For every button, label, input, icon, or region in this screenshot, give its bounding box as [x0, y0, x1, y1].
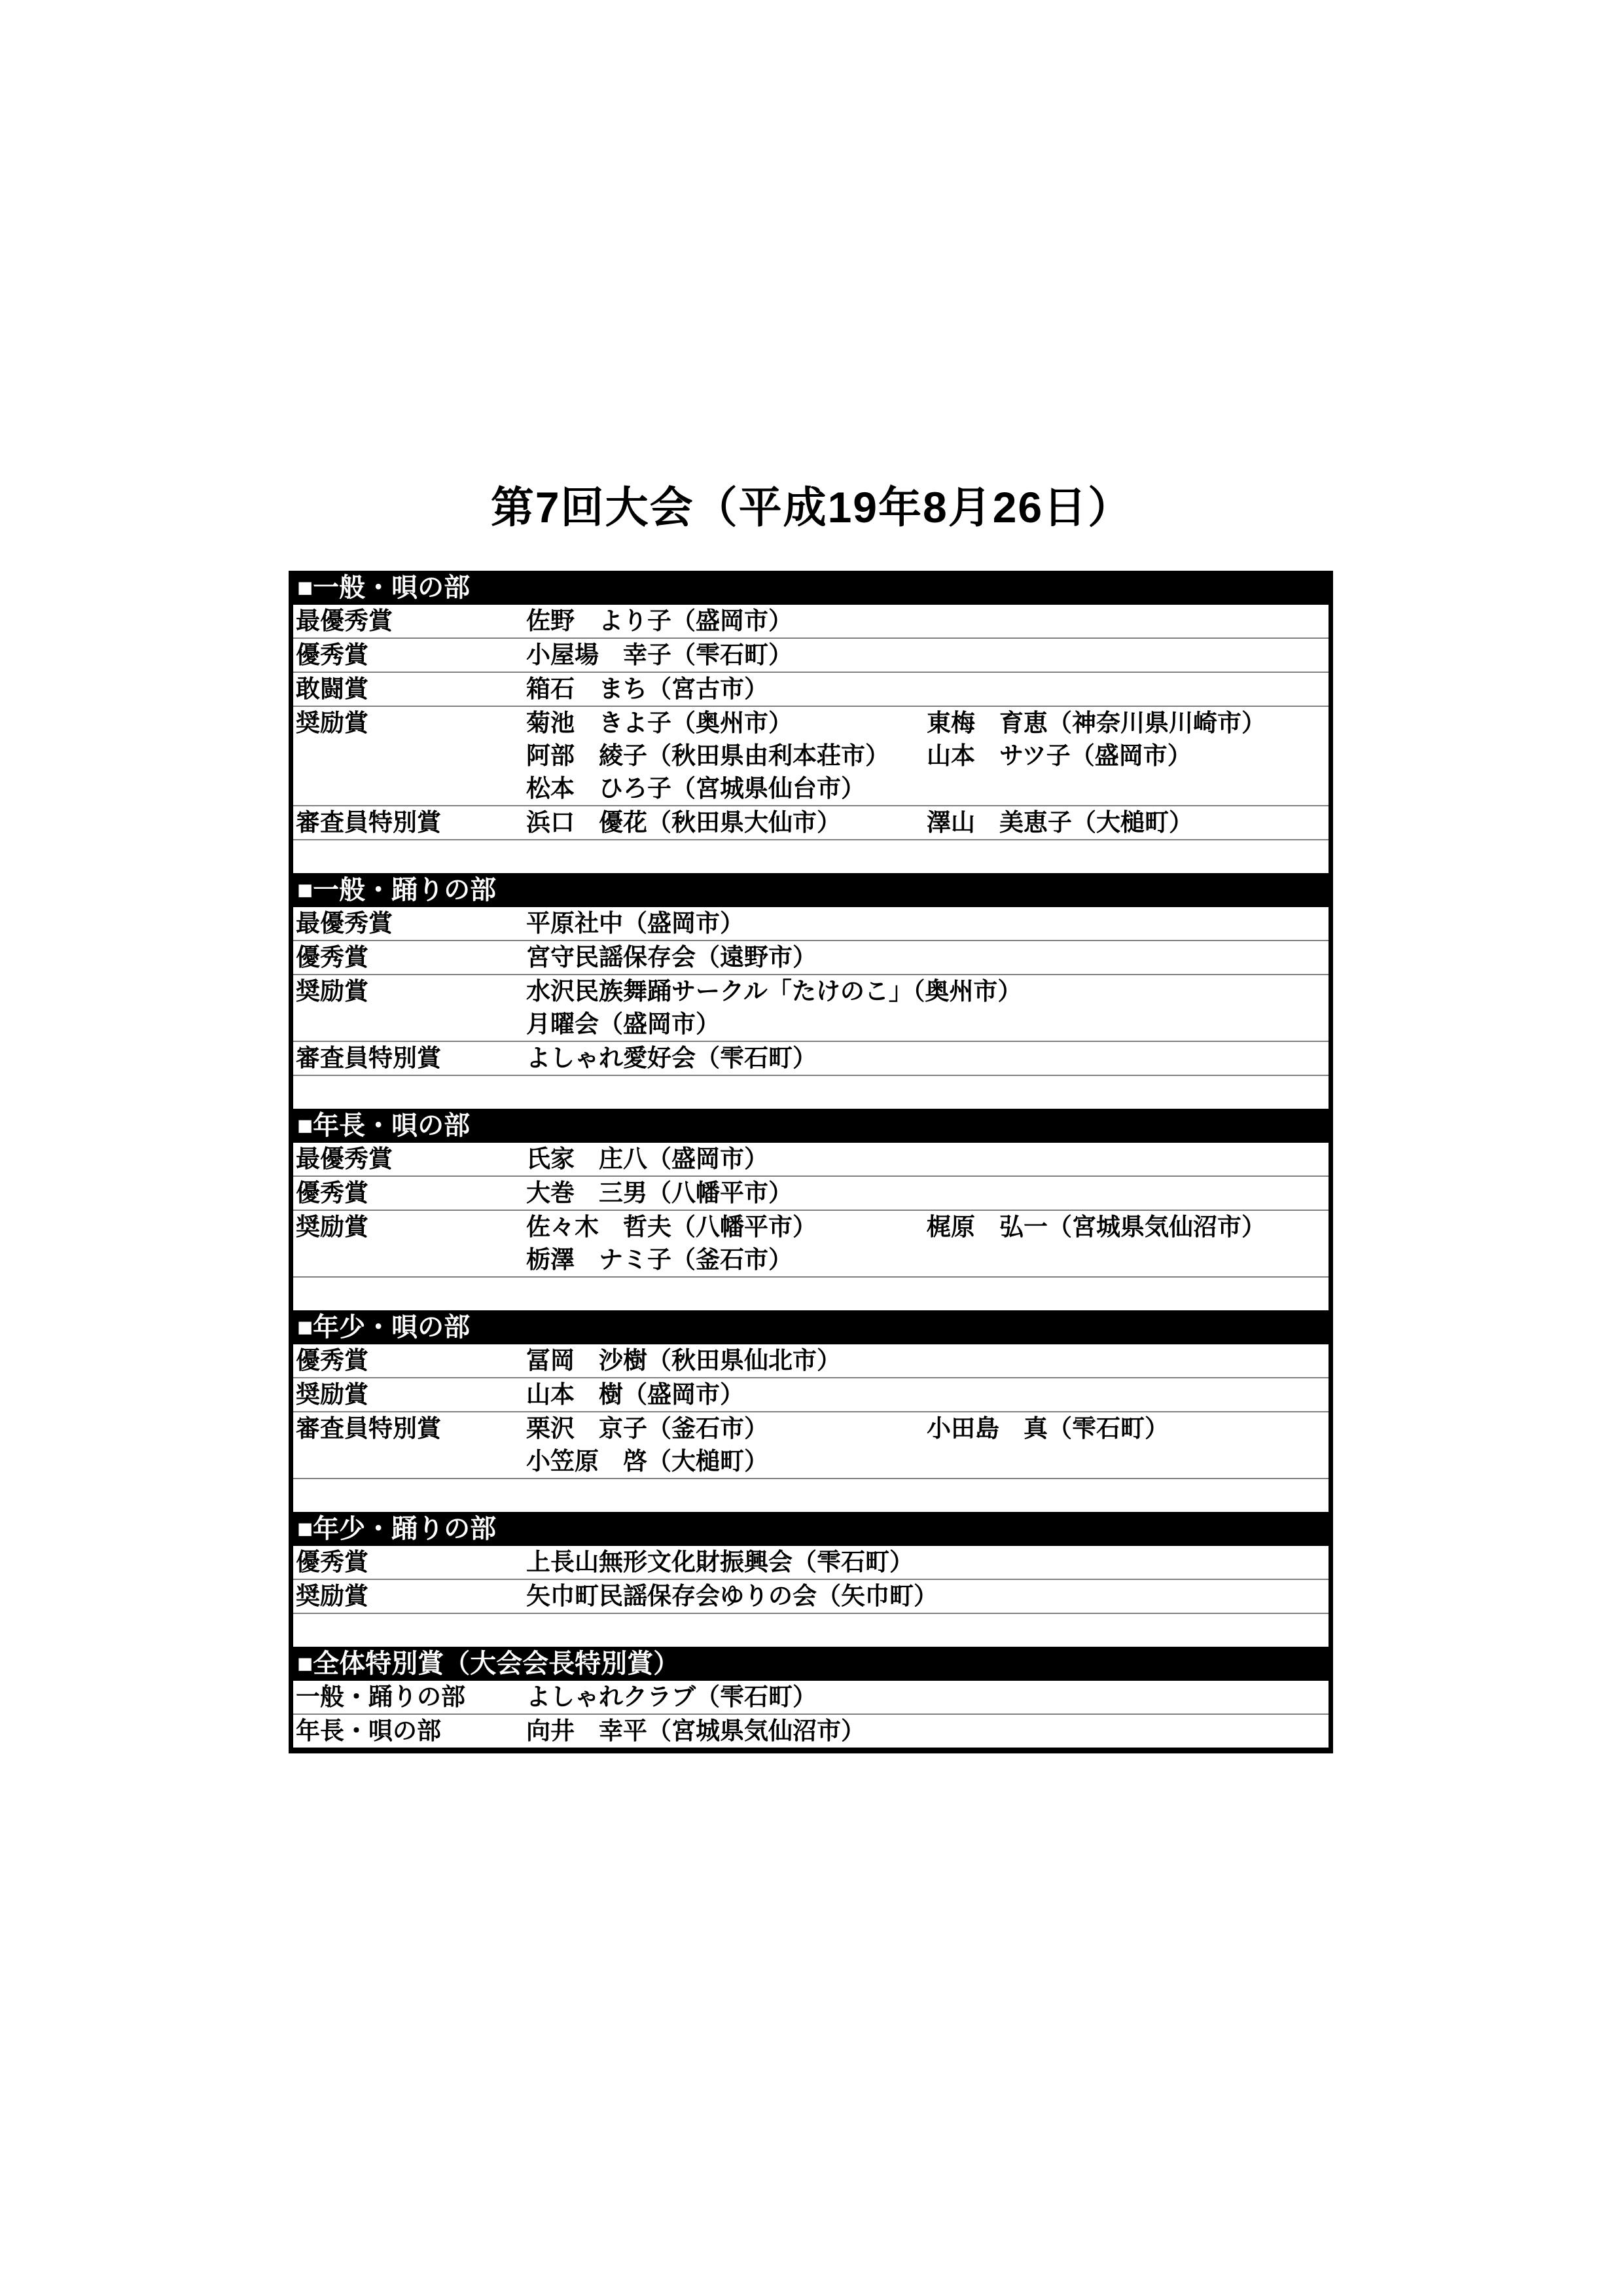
award-section	[293, 1310, 1329, 1512]
winner-entry: 矢巾町民謡保存会ゆりの会（矢巾町）	[526, 1583, 938, 1609]
empty-spacer-row	[293, 1614, 1329, 1647]
winner-entry: よしゃれクラブ（雫石町）	[526, 1683, 817, 1710]
award-label: 優秀賞	[296, 944, 368, 971]
winner-cell	[526, 806, 1329, 839]
award-label: 敢闘賞	[296, 675, 368, 702]
winner-line	[526, 1580, 1329, 1613]
winner-line	[526, 1378, 1329, 1411]
award-label: 最優秀賞	[296, 910, 393, 937]
winner-line	[526, 907, 1329, 940]
winner-cell	[526, 941, 1329, 974]
empty-spacer-row	[293, 840, 1329, 873]
award-label: 奨励賞	[296, 1583, 368, 1609]
results-table	[289, 571, 1333, 1753]
table-row	[293, 1344, 1329, 1378]
winner-entry: 山本 サツ子（盛岡市）	[927, 742, 1192, 769]
table-row	[293, 1211, 1329, 1278]
winner-entry: 向井 幸平（宮城県気仙沼市）	[526, 1717, 865, 1744]
section-header-bar: ■年少・唄の部	[293, 1310, 1329, 1344]
section-header-bar: ■年長・唄の部	[293, 1109, 1329, 1143]
winner-entry: 澤山 美恵子（大槌町）	[927, 809, 1193, 836]
winner-cell	[526, 1378, 1329, 1411]
winner-entry: 浜口 優花（秋田県大仙市）	[526, 809, 841, 836]
award-label: 優秀賞	[296, 1549, 368, 1575]
winner-entry: 水沢民族舞踊サークル「たけのこ」（奥州市）	[526, 978, 1022, 1005]
winner-entry: 箱石 まち（宮古市）	[526, 675, 768, 702]
winner-entry: 松本 ひろ子（宮城県仙台市）	[526, 775, 865, 802]
winner-entry: 佐野 より子（盛岡市）	[526, 607, 793, 634]
award-label: 年長・唄の部	[296, 1717, 441, 1744]
winner-cell	[526, 1042, 1329, 1075]
table-row	[293, 1412, 1329, 1479]
winner-line	[526, 673, 1329, 706]
award-label: 優秀賞	[296, 641, 368, 668]
award-label: 奨励賞	[296, 978, 368, 1005]
award-section	[293, 873, 1329, 1109]
section-header-bar: ■一般・踊りの部	[293, 873, 1329, 907]
award-section	[293, 1512, 1329, 1647]
table-row	[293, 707, 1329, 806]
table-row	[293, 1143, 1329, 1177]
winner-cell	[526, 1344, 1329, 1377]
winner-line	[526, 941, 1329, 974]
winner-line	[526, 1211, 1329, 1244]
table-row	[293, 605, 1329, 639]
winner-line	[526, 639, 1329, 672]
winner-entry: 菊池 きよ子（奥州市）	[526, 709, 793, 736]
winner-line	[526, 1681, 1329, 1713]
table-row	[293, 1580, 1329, 1614]
winner-cell	[526, 1715, 1329, 1748]
award-section	[293, 571, 1329, 873]
winner-entry: 平原社中（盛岡市）	[526, 910, 744, 937]
winner-line	[526, 1177, 1329, 1210]
winner-cell	[526, 639, 1329, 672]
award-section	[293, 1647, 1329, 1748]
empty-spacer-row	[293, 1479, 1329, 1512]
winner-cell	[526, 1580, 1329, 1613]
table-row	[293, 975, 1329, 1042]
winner-entry: 東梅 育恵（神奈川県川崎市）	[927, 709, 1266, 736]
winner-entry: 大巻 三男（八幡平市）	[526, 1179, 793, 1206]
table-row	[293, 806, 1329, 840]
award-label: 優秀賞	[296, 1347, 368, 1374]
winner-line	[526, 1143, 1329, 1175]
winner-cell	[526, 673, 1329, 706]
winner-entry: 宮守民謡保存会（遠野市）	[526, 944, 817, 971]
award-label: 審査員特別賞	[296, 1415, 441, 1442]
table-row	[293, 1042, 1329, 1076]
winner-cell	[526, 1143, 1329, 1175]
winner-line	[526, 1042, 1329, 1075]
award-label: 奨励賞	[296, 709, 368, 736]
winner-entry: 阿部 綾子（秋田県由利本荘市）	[526, 742, 889, 769]
winner-entry: 梶原 弘一（宮城県気仙沼市）	[927, 1213, 1266, 1240]
winner-cell	[526, 975, 1329, 1041]
winner-entry: 小田島 真（雫石町）	[927, 1415, 1169, 1442]
winner-line	[526, 1344, 1329, 1377]
table-row	[293, 1715, 1329, 1748]
award-label: 奨励賞	[296, 1213, 368, 1240]
winner-line	[526, 1445, 1329, 1478]
winner-line	[526, 605, 1329, 637]
winner-cell	[526, 1681, 1329, 1713]
winner-line	[526, 740, 1329, 772]
winner-line	[526, 975, 1329, 1008]
winner-entry: 冨岡 沙樹（秋田県仙北市）	[526, 1347, 841, 1374]
winner-cell	[526, 1546, 1329, 1579]
table-row	[293, 1546, 1329, 1580]
empty-spacer-row	[293, 1278, 1329, 1310]
section-header-bar: ■年少・踊りの部	[293, 1512, 1329, 1546]
winner-line	[526, 1412, 1329, 1445]
award-label: 一般・踊りの部	[296, 1683, 465, 1710]
table-row	[293, 907, 1329, 941]
table-row	[293, 639, 1329, 673]
award-section	[293, 1109, 1329, 1310]
table-row	[293, 673, 1329, 707]
winner-cell	[526, 1211, 1329, 1276]
winner-cell	[526, 1177, 1329, 1210]
winner-entry: 氏家 庄八（盛岡市）	[526, 1145, 768, 1172]
table-row	[293, 1681, 1329, 1715]
winner-cell	[526, 907, 1329, 940]
winner-line	[526, 1244, 1329, 1276]
section-header-bar: ■全体特別賞（大会会長特別賞）	[293, 1647, 1329, 1681]
award-label: 審査員特別賞	[296, 1045, 441, 1071]
winner-entry: 栃澤 ナミ子（釜石市）	[526, 1246, 793, 1273]
winner-cell	[526, 707, 1329, 805]
winner-entry: 山本 樹（盛岡市）	[526, 1381, 744, 1408]
award-label: 審査員特別賞	[296, 809, 441, 836]
winner-entry: 栗沢 京子（釜石市）	[526, 1415, 768, 1442]
winner-entry: 小屋場 幸子（雫石町）	[526, 641, 793, 668]
empty-spacer-row	[293, 1076, 1329, 1109]
table-row	[293, 1177, 1329, 1211]
winner-entry: 小笠原 啓（大槌町）	[526, 1448, 768, 1475]
page-title: 第7回大会（平成19年8月26日）	[490, 483, 1133, 531]
winner-entry: 月曜会（盛岡市）	[526, 1011, 720, 1037]
award-label: 最優秀賞	[296, 1145, 393, 1172]
winner-line	[526, 707, 1329, 740]
winner-entry: よしゃれ愛好会（雫石町）	[526, 1045, 817, 1071]
winner-entry: 上長山無形文化財振興会（雫石町）	[526, 1549, 914, 1575]
table-row	[293, 1378, 1329, 1412]
award-label: 奨励賞	[296, 1381, 368, 1408]
winner-line	[526, 806, 1329, 839]
winner-entry: 佐々木 哲夫（八幡平市）	[526, 1213, 817, 1240]
award-label: 最優秀賞	[296, 607, 393, 634]
winner-line	[526, 1546, 1329, 1579]
table-row	[293, 941, 1329, 975]
winner-line	[526, 1008, 1329, 1041]
award-label: 優秀賞	[296, 1179, 368, 1206]
winner-line	[526, 772, 1329, 805]
section-header-bar: ■一般・唄の部	[293, 571, 1329, 605]
winner-line	[526, 1715, 1329, 1748]
winner-cell	[526, 1412, 1329, 1478]
winner-cell	[526, 605, 1329, 637]
